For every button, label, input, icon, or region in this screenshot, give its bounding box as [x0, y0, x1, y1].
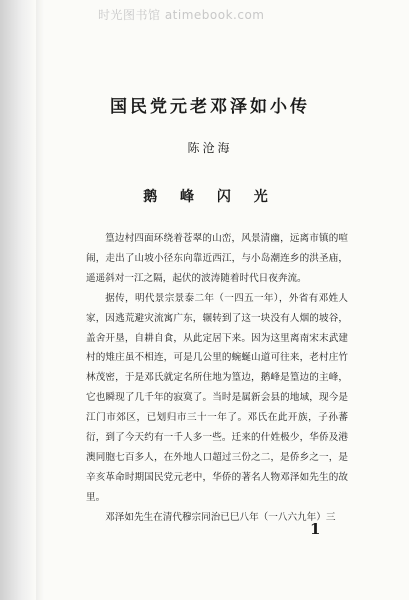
gutter-shade — [36, 0, 44, 600]
watermark: 时光图书馆 atimebook.com — [98, 8, 265, 22]
page-title: 国民党元老邓泽如小传 — [110, 97, 310, 117]
author-name: 陈沧海 — [187, 141, 233, 155]
page-number: 1 — [310, 520, 321, 538]
body-text — [86, 229, 348, 528]
paragraph: 邓泽如先生在清代穆宗同治已巳八年（一八六九年）三 — [105, 511, 336, 523]
paragraph: 据传，明代景宗景泰二年（一四五一年），外省有邓姓人家，因逃荒避灾流寓广东，辗转到了这一块没有人烟的坡谷，盖舍开垦，自耕自食，从此定居下来。因为这里离南宋末武建村的雉庄虽不相连，可是几公里的蜿蜒山道可往来，老村庄竹林茂密，于是邓氏就定名所住地为篁边，鹅峰是篁边的主峰，它也瞬现了几千年的寂寞了。当时是属新会县的地域，现今是江门市郊区，已划归市三十一年了。邓氏在此开族，子孙蕃衍，到了今天约有一千人多一些。迁来的什姓极少，华侨及港澳同胞七百多人，在外地人口超过三份之二，是侨乡之一，是辛亥革命时期国民党元老中，华侨的著名人物邓泽如先生的故里。 — [86, 292, 348, 503]
section-title: 鹅 峰 闪 光 — [143, 189, 277, 205]
paragraph: 篁边村四面环绕着苍翠的山峦，风景清幽，远离市镇的喧闹，走出了山坡小径东向靠近西江，与小岛潮连乡的洪圣庙，遥遥斜对一江之隔，起伏的波涛随着时代日夜奔流。 — [86, 233, 348, 284]
book-spine-shadow — [0, 0, 36, 600]
